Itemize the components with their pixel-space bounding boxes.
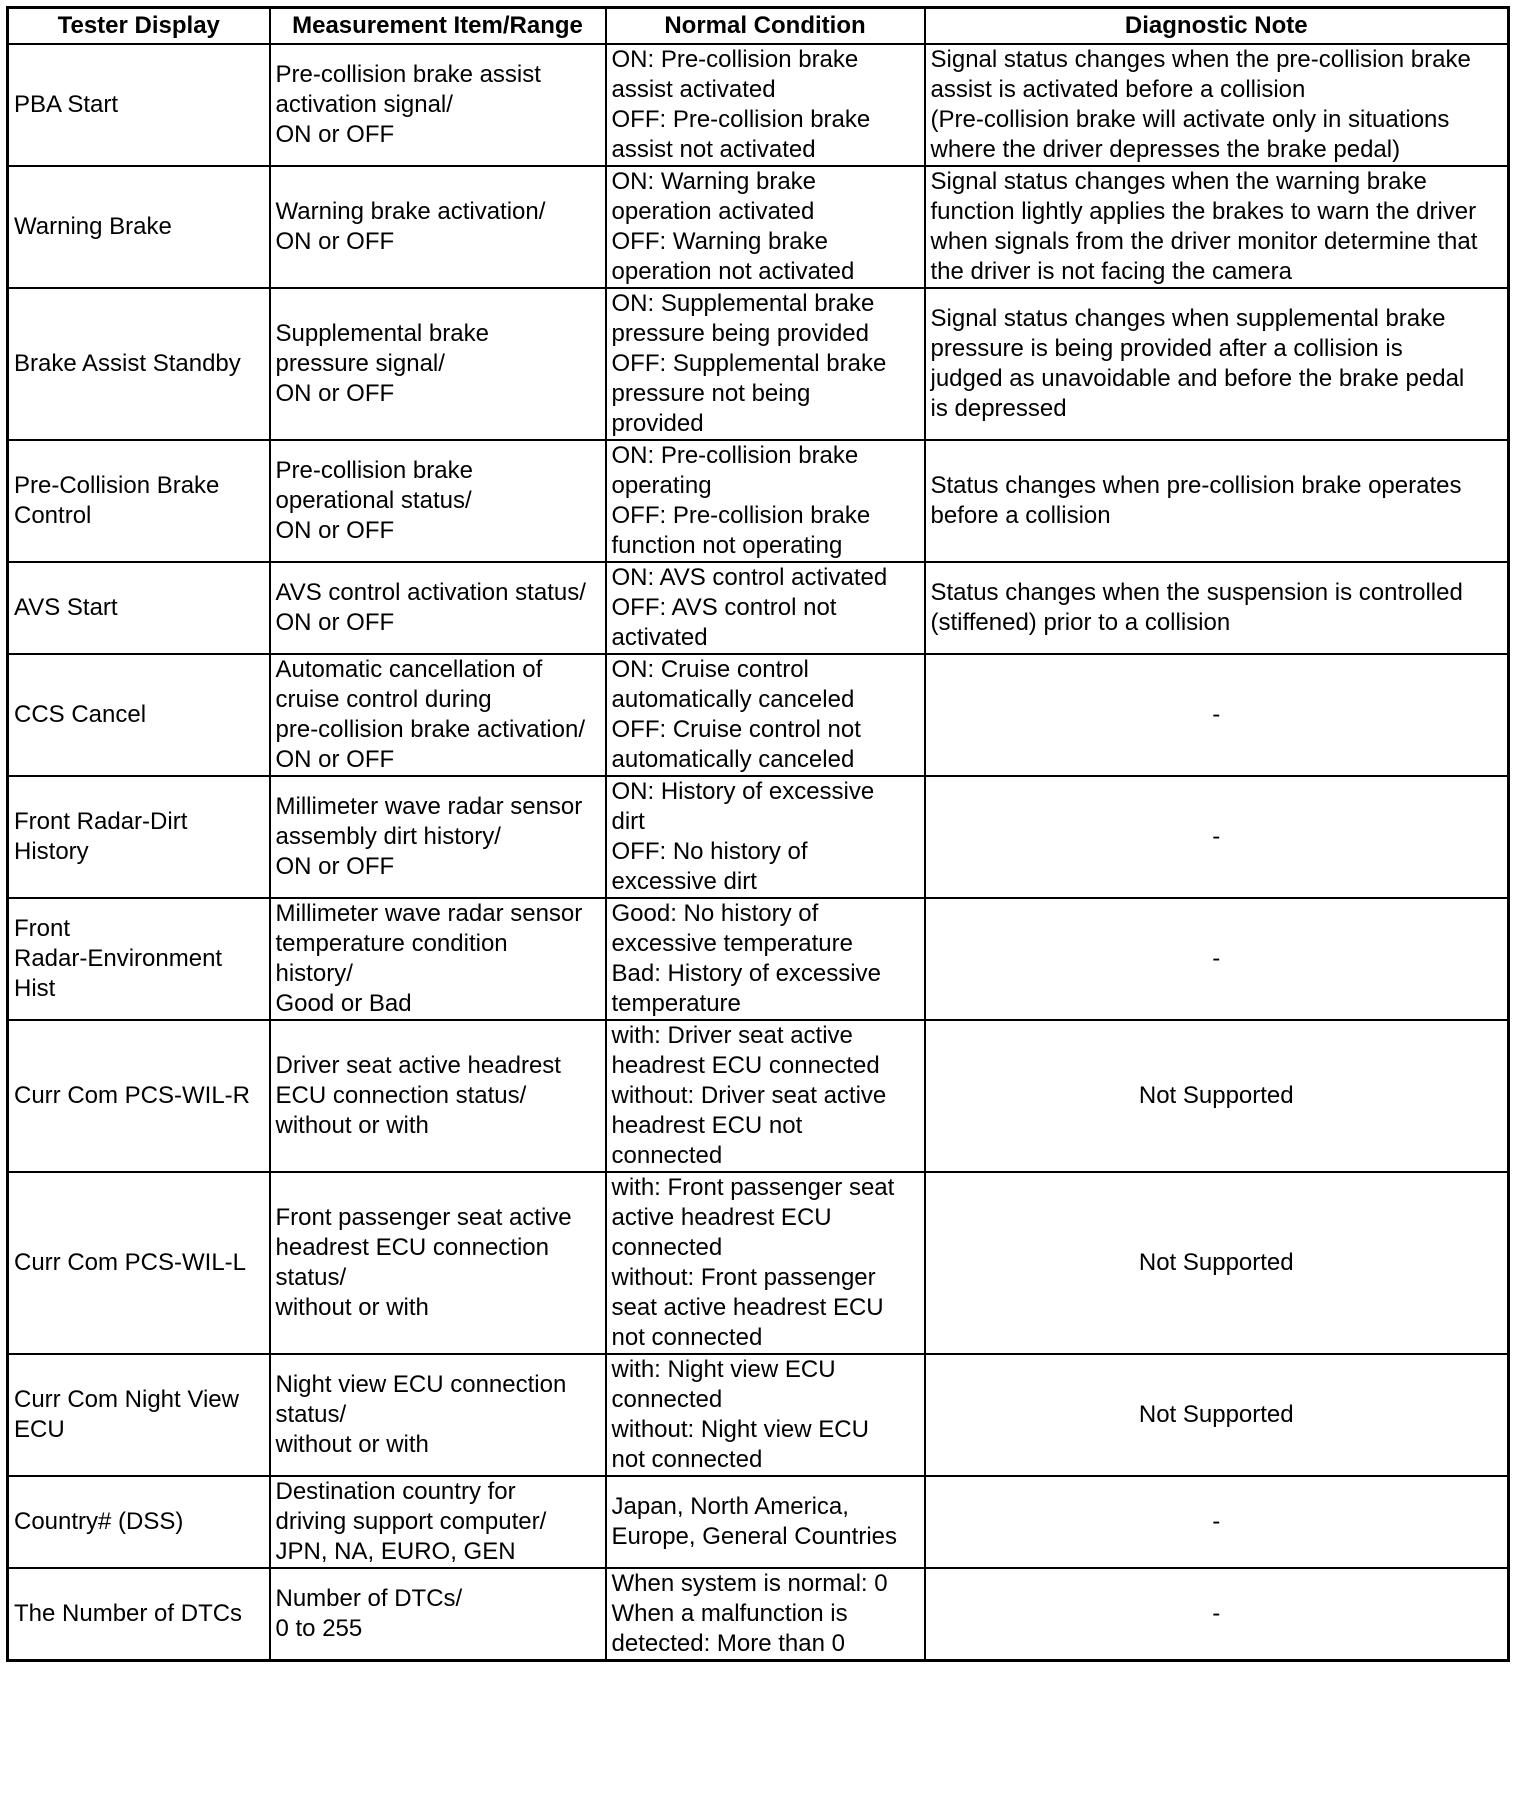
table-row [8, 562, 1509, 654]
measurement-item-line: ON or OFF [275, 121, 395, 148]
header-tester-display: Tester Display [8, 8, 270, 45]
diagnostic-note-line: - [1212, 1508, 1221, 1535]
diagnostic-note-line: - [1212, 823, 1221, 850]
measurement-item-line: pre-collision brake activation/ [275, 716, 585, 743]
measurement-item-line: without or with [275, 1294, 429, 1321]
normal-condition-line: automatically canceled [611, 686, 855, 713]
table-row [8, 166, 1509, 288]
measurement-item-line: history/ [275, 960, 353, 987]
tester-display-line: Front Radar-Dirt [14, 808, 188, 835]
normal-condition-line: assist not activated [611, 136, 816, 163]
normal-condition-line: not connected [611, 1324, 763, 1351]
table-row [8, 1354, 1509, 1476]
measurement-item-line: AVS control activation status/ [275, 579, 586, 606]
measurement-item-line: cruise control during [275, 686, 492, 713]
normal-condition-line: connected [611, 1234, 723, 1261]
measurement-item-cell [270, 440, 606, 562]
diagnostic-note-line: where the driver depresses the brake pedal) [930, 136, 1401, 163]
normal-condition-line: Japan, North America, [611, 1493, 849, 1520]
measurement-item-line: Supplemental brake [275, 320, 489, 347]
measurement-item-line: temperature condition [275, 930, 508, 957]
diagnostic-note-cell [925, 288, 1509, 440]
normal-condition-cell [606, 1568, 925, 1661]
diagnostic-note-cell [925, 1568, 1509, 1661]
measurement-item-cell [270, 166, 606, 288]
table-row [8, 1172, 1509, 1354]
normal-condition-cell [606, 440, 925, 562]
diagnostic-note-line: Not Supported [1138, 1082, 1294, 1109]
diagnostic-note-cell [925, 1476, 1509, 1568]
diagnostic-note-line: - [1212, 945, 1221, 972]
diagnostic-note-line: Status changes when pre-collision brake operates [930, 472, 1462, 499]
normal-condition-cell [606, 1172, 925, 1354]
normal-condition-line: pressure not being [611, 380, 811, 407]
measurement-item-line: operational status/ [275, 487, 472, 514]
tester-display-cell [8, 1354, 270, 1476]
tester-display-line: Control [14, 502, 92, 529]
measurement-item-line: Automatic cancellation of [275, 656, 543, 683]
measurement-item-line: status/ [275, 1264, 347, 1291]
normal-condition-line: without: Driver seat active [611, 1082, 887, 1109]
diagnostic-note-line: (Pre-collision brake will activate only in situations [930, 106, 1450, 133]
measurement-item-line: Night view ECU connection [275, 1371, 567, 1398]
table-row [8, 1568, 1509, 1661]
normal-condition-line: provided [611, 410, 704, 437]
diagnostic-note-line: (stiffened) prior to a collision [930, 609, 1231, 636]
measurement-item-line: JPN, NA, EURO, GEN [275, 1538, 516, 1565]
diagnostic-note-line: - [1212, 701, 1221, 728]
measurement-item-line: headrest ECU connection [275, 1234, 549, 1261]
measurement-item-line: activation signal/ [275, 91, 453, 118]
page [6, 6, 1510, 1662]
measurement-item-line: without or with [275, 1431, 429, 1458]
normal-condition-line: dirt [611, 808, 645, 835]
normal-condition-line: OFF: Supplemental brake [611, 350, 887, 377]
normal-condition-line: activated [611, 624, 708, 651]
measurement-item-cell [270, 562, 606, 654]
tester-display-line: Brake Assist Standby [14, 350, 241, 377]
diagnostic-note-cell [925, 1354, 1509, 1476]
diagnostic-note-line: function lightly applies the brakes to warn the driver [930, 198, 1477, 225]
tester-display-cell [8, 898, 270, 1020]
normal-condition-line: OFF: Warning brake [611, 228, 829, 255]
normal-condition-line: connected [611, 1142, 723, 1169]
measurement-item-line: Good or Bad [275, 990, 412, 1017]
normal-condition-line: operation not activated [611, 258, 855, 285]
normal-condition-line: connected [611, 1386, 723, 1413]
measurement-item-line: without or with [275, 1112, 429, 1139]
tester-display-line: AVS Start [14, 594, 118, 621]
measurement-item-line: ON or OFF [275, 517, 395, 544]
diagnostic-note-line: Not Supported [1138, 1401, 1294, 1428]
tester-display-cell [8, 44, 270, 166]
tester-display-cell [8, 776, 270, 898]
normal-condition-line: excessive temperature [611, 930, 853, 957]
header-diagnostic-note: Diagnostic Note [925, 8, 1509, 45]
measurement-item-line: status/ [275, 1401, 347, 1428]
measurement-item-cell [270, 776, 606, 898]
normal-condition-line: pressure being provided [611, 320, 869, 347]
normal-condition-line: ON: History of excessive [611, 778, 875, 805]
measurement-item-line: ON or OFF [275, 746, 395, 773]
tester-display-line: ECU [14, 1416, 65, 1443]
normal-condition-line: excessive dirt [611, 868, 757, 895]
normal-condition-line: Good: No history of [611, 900, 819, 927]
measurement-item-line: Millimeter wave radar sensor [275, 793, 583, 820]
tester-display-line: Hist [14, 975, 56, 1002]
measurement-item-line: 0 to 255 [275, 1615, 363, 1642]
diagnostic-note-cell [925, 166, 1509, 288]
tester-display-line: PBA Start [14, 91, 119, 118]
diagnostic-note-cell [925, 44, 1509, 166]
diagnostic-note-cell [925, 1172, 1509, 1354]
normal-condition-line: Europe, General Countries [611, 1523, 897, 1550]
normal-condition-cell [606, 288, 925, 440]
normal-condition-cell [606, 166, 925, 288]
table-row [8, 776, 1509, 898]
tester-display-line: History [14, 838, 89, 865]
measurement-item-line: ECU connection status/ [275, 1082, 527, 1109]
diagnostic-note-line: is depressed [930, 395, 1067, 422]
diagnostic-note-line: Not Supported [1138, 1249, 1294, 1276]
measurement-item-line: pressure signal/ [275, 350, 445, 377]
normal-condition-cell [606, 898, 925, 1020]
normal-condition-line: headrest ECU not [611, 1112, 803, 1139]
normal-condition-line: ON: AVS control activated [611, 564, 888, 591]
tester-display-line: Curr Com PCS-WIL-L [14, 1249, 247, 1276]
normal-condition-line: with: Front passenger seat [611, 1174, 895, 1201]
normal-condition-line: Bad: History of excessive [611, 960, 881, 987]
diagnostic-note-cell [925, 562, 1509, 654]
header-row [8, 8, 1509, 45]
table-row [8, 288, 1509, 440]
normal-condition-line: operation activated [611, 198, 815, 225]
diagnostic-note-cell [925, 654, 1509, 776]
tester-display-line: Curr Com Night View [14, 1386, 239, 1413]
measurement-item-cell [270, 1020, 606, 1172]
diagnostic-note-line: assist is activated before a collision [930, 76, 1306, 103]
measurement-item-cell [270, 1354, 606, 1476]
measurement-item-cell [270, 1568, 606, 1661]
tester-display-line: Front [14, 915, 71, 942]
diagnostic-note-cell [925, 1020, 1509, 1172]
normal-condition-line: ON: Supplemental brake [611, 290, 875, 317]
normal-condition-cell [606, 776, 925, 898]
table-row [8, 1476, 1509, 1568]
table-row [8, 654, 1509, 776]
diagnostic-note-line: pressure is being provided after a collision is [930, 335, 1403, 362]
diagnostic-note-line: the driver is not facing the camera [930, 258, 1293, 285]
measurement-item-line: Number of DTCs/ [275, 1585, 463, 1612]
normal-condition-line: ON: Warning brake [611, 168, 817, 195]
table-row [8, 440, 1509, 562]
normal-condition-line: temperature [611, 990, 741, 1017]
measurement-item-line: Pre-collision brake assist [275, 61, 541, 88]
normal-condition-line: OFF: Cruise control not [611, 716, 861, 743]
data-list-table [6, 6, 1510, 1662]
measurement-item-line: Millimeter wave radar sensor [275, 900, 583, 927]
measurement-item-line: Pre-collision brake [275, 457, 473, 484]
measurement-item-line: ON or OFF [275, 380, 395, 407]
normal-condition-cell [606, 1354, 925, 1476]
diagnostic-note-cell [925, 440, 1509, 562]
tester-display-line: The Number of DTCs [14, 1600, 243, 1627]
normal-condition-line: automatically canceled [611, 746, 855, 773]
normal-condition-line: with: Driver seat active [611, 1022, 853, 1049]
measurement-item-line: Destination country for [275, 1478, 516, 1505]
diagnostic-note-cell [925, 898, 1509, 1020]
normal-condition-line: ON: Pre-collision brake [611, 442, 859, 469]
measurement-item-line: driving support computer/ [275, 1508, 547, 1535]
normal-condition-line: with: Night view ECU [611, 1356, 836, 1383]
diagnostic-note-line: judged as unavoidable and before the brake pedal [930, 365, 1465, 392]
measurement-item-line: ON or OFF [275, 853, 395, 880]
normal-condition-cell [606, 562, 925, 654]
diagnostic-note-line: - [1212, 1600, 1221, 1627]
table-body [8, 44, 1509, 1661]
normal-condition-line: ON: Pre-collision brake [611, 46, 859, 73]
normal-condition-line: OFF: Pre-collision brake [611, 502, 871, 529]
normal-condition-line: detected: More than 0 [611, 1630, 845, 1657]
normal-condition-line: not connected [611, 1446, 763, 1473]
normal-condition-cell [606, 1020, 925, 1172]
tester-display-cell [8, 440, 270, 562]
measurement-item-cell [270, 1476, 606, 1568]
measurement-item-cell [270, 44, 606, 166]
measurement-item-cell [270, 1172, 606, 1354]
table-row [8, 1020, 1509, 1172]
normal-condition-line: operating [611, 472, 712, 499]
measurement-item-line: assembly dirt history/ [275, 823, 501, 850]
diagnostic-note-line: Signal status changes when supplemental brake [930, 305, 1446, 332]
measurement-item-line: ON or OFF [275, 609, 395, 636]
header-normal-condition: Normal Condition [606, 8, 925, 45]
tester-display-cell [8, 562, 270, 654]
normal-condition-line: When a malfunction is [611, 1600, 848, 1627]
diagnostic-note-line: Signal status changes when the warning brake [930, 168, 1427, 195]
tester-display-cell [8, 1172, 270, 1354]
normal-condition-line: function not operating [611, 532, 843, 559]
normal-condition-line: assist activated [611, 76, 776, 103]
measurement-item-line: Front passenger seat active [275, 1204, 572, 1231]
tester-display-cell [8, 166, 270, 288]
tester-display-line: Radar-Environment [14, 945, 223, 972]
tester-display-cell [8, 1020, 270, 1172]
normal-condition-line: active headrest ECU [611, 1204, 832, 1231]
diagnostic-note-line: Status changes when the suspension is controlled [930, 579, 1463, 606]
normal-condition-line: seat active headrest ECU [611, 1294, 884, 1321]
measurement-item-line: ON or OFF [275, 228, 395, 255]
normal-condition-line: OFF: No history of [611, 838, 808, 865]
normal-condition-cell [606, 1476, 925, 1568]
tester-display-line: Curr Com PCS-WIL-R [14, 1082, 251, 1109]
normal-condition-cell [606, 44, 925, 166]
diagnostic-note-line: before a collision [930, 502, 1111, 529]
normal-condition-line: without: Night view ECU [611, 1416, 869, 1443]
tester-display-cell [8, 1568, 270, 1661]
normal-condition-line: OFF: AVS control not [611, 594, 837, 621]
normal-condition-line: without: Front passenger [611, 1264, 876, 1291]
normal-condition-line: headrest ECU connected [611, 1052, 880, 1079]
normal-condition-line: ON: Cruise control [611, 656, 809, 683]
tester-display-line: Country# (DSS) [14, 1508, 184, 1535]
diagnostic-note-line: Signal status changes when the pre-collision brake [930, 46, 1471, 73]
normal-condition-line: When system is normal: 0 [611, 1570, 888, 1597]
tester-display-line: CCS Cancel [14, 701, 147, 728]
measurement-item-cell [270, 898, 606, 1020]
diagnostic-note-cell [925, 776, 1509, 898]
header-measurement-item: Measurement Item/Range [270, 8, 606, 45]
measurement-item-line: Warning brake activation/ [275, 198, 546, 225]
table-row [8, 44, 1509, 166]
tester-display-line: Warning Brake [14, 213, 172, 240]
tester-display-cell [8, 1476, 270, 1568]
measurement-item-line: Driver seat active headrest [275, 1052, 561, 1079]
measurement-item-cell [270, 288, 606, 440]
tester-display-cell [8, 288, 270, 440]
tester-display-cell [8, 654, 270, 776]
normal-condition-cell [606, 654, 925, 776]
measurement-item-cell [270, 654, 606, 776]
normal-condition-line: OFF: Pre-collision brake [611, 106, 871, 133]
table-row [8, 898, 1509, 1020]
diagnostic-note-line: when signals from the driver monitor determine that [930, 228, 1478, 255]
tester-display-line: Pre-Collision Brake [14, 472, 220, 499]
